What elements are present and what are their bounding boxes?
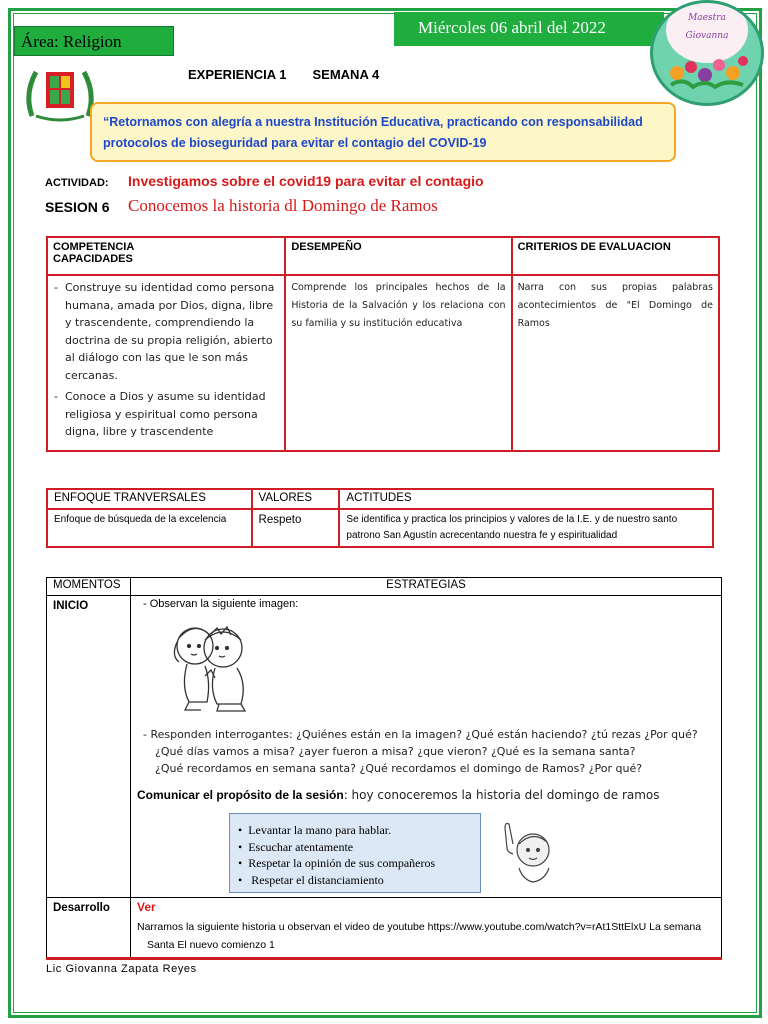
- bottom-red-rule: [46, 957, 722, 960]
- desarrollo-text: [137, 918, 717, 954]
- desempeno-cell: [285, 275, 511, 451]
- questions-line-3: ¿Qué recordamos en semana santa? ¿Qué recordamos el domingo de Ramos? ¿Por qué?: [154, 762, 643, 775]
- questions-block: [141, 726, 701, 777]
- rule-item: • Levantar la mano para hablar.: [238, 822, 435, 839]
- week-label: SEMANA 4: [312, 67, 380, 82]
- area-label: Área: Religion: [21, 32, 122, 51]
- teacher-logo: [650, 0, 764, 106]
- rule-item: • Respetar la opinión de sus compañeros: [238, 855, 435, 872]
- praying-children-illustration: [161, 616, 261, 714]
- logo-line2: Giovanna: [685, 31, 729, 41]
- enfoque-cell: Enfoque de búsqueda de la excelencia: [47, 509, 252, 547]
- valor-cell: Respeto: [252, 509, 340, 547]
- competencias-table: [46, 236, 720, 452]
- experience-label: EXPERIENCIA 1: [188, 67, 287, 82]
- estrategias-header: ESTRATEGIAS: [130, 578, 721, 596]
- ver-label: Ver: [136, 900, 156, 914]
- rule-item: • Escuchar atentamente: [238, 839, 435, 856]
- desarrollo-line-2: Santa El nuevo comienzo 1: [146, 939, 275, 951]
- capacidad-item: - Conoce a Dios y asume su identidad religiosa y espiritual como persona digna, libre y trascendente: [53, 388, 279, 441]
- school-crest-icon: [22, 64, 98, 122]
- competencia-header: [47, 237, 285, 275]
- flowers-icon: [653, 3, 761, 103]
- area-label-box: [14, 26, 174, 56]
- activity-title: Investigamos sobre el covid19 para evitar el contagio: [128, 173, 484, 189]
- valores-header: VALORES: [252, 489, 340, 509]
- experience-week-title: [188, 67, 379, 82]
- questions-line-1: - Responden interrogantes: ¿Quiénes están en la imagen? ¿Qué están haciendo? ¿tú rezas ¿Por qué?: [142, 728, 698, 741]
- competencia-header-text: COMPETENCIA: [53, 241, 135, 253]
- desempeno-text: Comprende los principales hechos de la Historia de la Salvación y los relaciona con su familia y su institución educativa: [291, 282, 506, 329]
- criterios-cell: [512, 275, 719, 451]
- actitud-cell: Se identifica y practica los principios y valores de la I.E. y de nuestro santo patrono San Agustín acrecentando nuestra fe y espiritualidad: [339, 509, 713, 547]
- capacidad-item: - Construye su identidad como persona humana, amada por Dios, digna, libre y trascendente, comprendiendo la doctrina de su propia religión, abierto al diálogo con las que le son más cercanas.: [53, 279, 279, 384]
- desarrollo-line-1[interactable]: Narramos la siguiente historia u observan el video de youtube https://www.youtube.com/watch?v=rAt1SttElxU La semana: [136, 921, 702, 933]
- enfoque-header: ENFOQUE TRANVERSALES: [47, 489, 252, 509]
- capacidades-cell: [47, 275, 285, 451]
- proposito-label: Comunicar el propósito de la sesión: [136, 788, 344, 802]
- criterios-header: CRITERIOS DE EVALUACION: [512, 237, 719, 275]
- date-banner: [394, 12, 664, 46]
- desarrollo-label: Desarrollo: [47, 898, 131, 960]
- quote-text: “Retornamos con alegría a nuestra Institución Educativa, practicando con responsabilidad protocolos de bioseguridad para evitar el contagio del COVID-19: [103, 115, 643, 150]
- activity-label: ACTIVIDAD:: [45, 177, 109, 189]
- quote-box: [90, 102, 676, 162]
- capacidades-header-text: CAPACIDADES: [53, 253, 133, 265]
- boy-raising-hand-illustration: [497, 818, 557, 884]
- class-rules-box: [229, 813, 481, 893]
- capacidades-list: [53, 279, 279, 441]
- desarrollo-cell: [130, 898, 721, 960]
- observe-instruction: - Observan la siguiente imagen:: [142, 598, 299, 610]
- proposito-text: : hoy conoceremos la historia del domingo de ramos: [343, 788, 660, 802]
- criterios-text: Narra con sus propias palabras acontecimientos de "El Domingo de Ramos: [517, 282, 713, 329]
- proposito-line: [137, 788, 660, 802]
- momentos-header: MOMENTOS: [47, 578, 131, 596]
- momentos-table: [46, 577, 722, 960]
- enfoques-table: [46, 488, 714, 548]
- class-rules-list: [238, 822, 435, 888]
- rule-item: • Respetar el distanciamiento: [238, 872, 435, 889]
- inicio-cell: [130, 596, 721, 898]
- inicio-label: INICIO: [47, 596, 131, 898]
- session-title: Conocemos la historia dl Domingo de Ramos: [128, 196, 438, 215]
- actitudes-header: ACTITUDES: [339, 489, 713, 509]
- logo-line1: Maestra: [688, 13, 726, 23]
- questions-line-2: ¿Qué días vamos a misa? ¿ayer fueron a misa? ¿que vieron? ¿Qué es la semana santa?: [154, 745, 636, 758]
- footer-author: Lic Giovanna Zapata Reyes: [46, 963, 197, 975]
- desempeno-header: DESEMPEÑO: [285, 237, 511, 275]
- date-text: Miércoles 06 abril del 2022: [418, 18, 606, 37]
- session-label: SESION 6: [45, 199, 110, 215]
